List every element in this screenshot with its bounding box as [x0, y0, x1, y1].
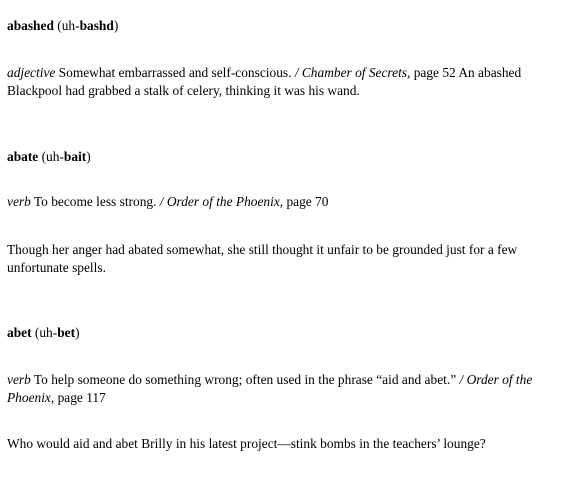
definition-text: To become less strong. [30, 194, 160, 209]
example-text: Who would aid and abet Brilly in his latest project—stink bombs in the teachers’ lounge? [7, 436, 486, 451]
entry-abashed-example-line [7, 82, 571, 100]
example-text: Blackpool had grabbed a stalk of celery, thinking it was his wand. [7, 83, 360, 98]
entry-abate-headword-line [7, 148, 571, 166]
example-text: An abashed [455, 65, 522, 80]
definition-text: To help someone do something wrong; often used in the phrase “aid and abet.” [30, 372, 460, 387]
source-page: page 52 [410, 65, 456, 80]
entry-abet-definition-line [7, 371, 571, 389]
part-of-speech: adjective [7, 65, 56, 80]
entry-abet-headword-line [7, 324, 571, 342]
pronunciation-stress: bet [57, 325, 76, 340]
source-title: / Chamber of Secrets, [294, 65, 411, 80]
source-title: / Order of the Phoenix, [159, 194, 284, 209]
source-title: Phoenix, [7, 390, 55, 405]
source-page: page 117 [54, 390, 106, 405]
source-page: page 70 [283, 194, 329, 209]
pronunciation-close: ) [75, 325, 80, 340]
pronunciation-open: (uh- [38, 149, 64, 164]
headword: abet [7, 325, 32, 340]
pronunciation-stress: bait [63, 149, 87, 164]
pronunciation-stress: bashd [79, 18, 114, 33]
part-of-speech: verb [7, 194, 31, 209]
source-title: / Order of the [459, 372, 533, 387]
part-of-speech: verb [7, 372, 31, 387]
headword: abate [7, 149, 39, 164]
entry-abate-example-line [7, 241, 571, 259]
pronunciation-close: ) [86, 149, 91, 164]
example-text: Though her anger had abated somewhat, she still thought it unfair to be grounded just for a few [7, 242, 518, 257]
pronunciation-open: (uh- [53, 18, 80, 33]
entry-abet-definition-line [7, 389, 571, 407]
entry-abashed-definition-line [7, 64, 571, 82]
headword: abashed [7, 18, 54, 33]
definition-text: Somewhat embarrassed and self-conscious. [55, 65, 295, 80]
example-text: unfortunate spells. [7, 260, 106, 275]
pronunciation-close: ) [113, 18, 119, 33]
entry-abet-example-line [7, 435, 571, 453]
entry-abate-example-line [7, 259, 571, 277]
entry-abate-definition-line [7, 193, 571, 211]
pronunciation-open: (uh- [31, 325, 58, 340]
entry-abashed-headword-line [7, 17, 571, 35]
